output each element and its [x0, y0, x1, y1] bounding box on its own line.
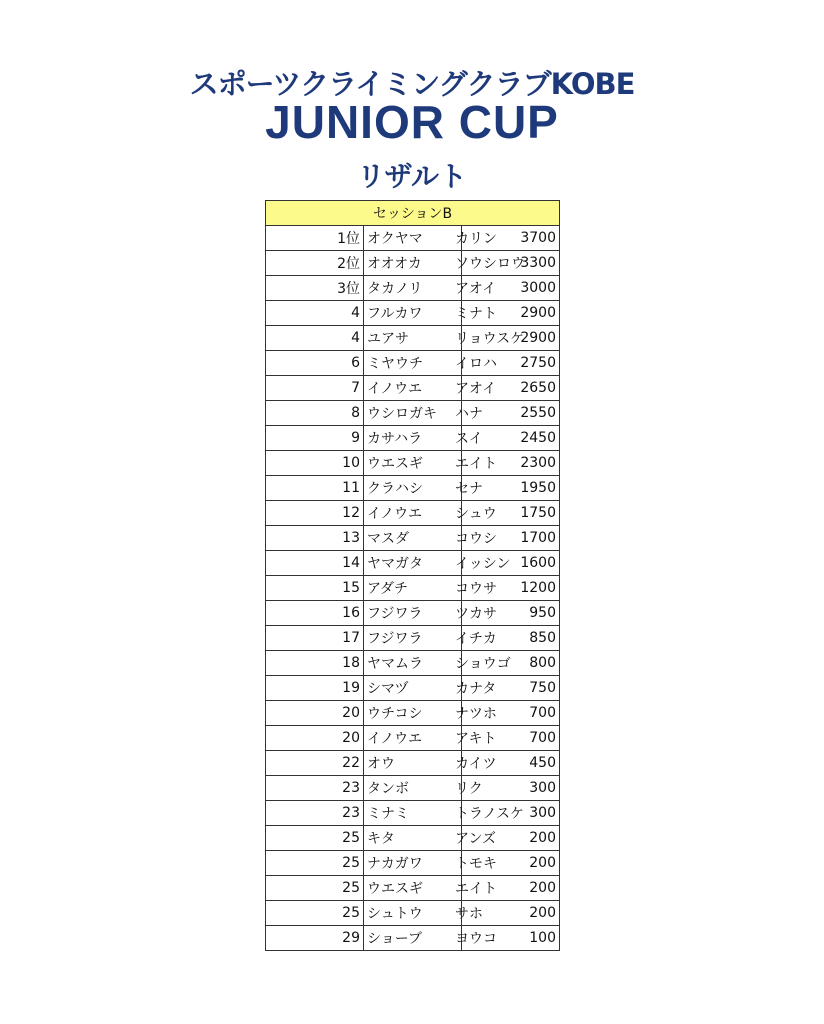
session-header-row — [266, 201, 560, 226]
name-cell — [364, 301, 497, 326]
rank-cell: 15 — [266, 576, 364, 601]
table-row — [266, 401, 560, 426]
table-row — [266, 451, 560, 476]
name-cell — [364, 226, 497, 251]
rank-cell: 4 — [266, 301, 364, 326]
name-cell — [364, 751, 497, 776]
name-cell — [364, 851, 497, 876]
score-cell: 2550 — [462, 401, 560, 426]
last-name: フジワラ — [367, 606, 423, 622]
name-cell — [364, 726, 497, 751]
first-name: イッシン — [455, 556, 511, 572]
name-cell — [364, 901, 483, 926]
first-name: イチカ — [455, 631, 497, 647]
rank-cell: 1位 — [266, 226, 364, 251]
name-cell — [364, 526, 497, 551]
first-name: シュウ — [455, 506, 497, 522]
name-cell — [364, 401, 483, 426]
score-cell: 2450 — [462, 426, 560, 451]
rank-cell: 14 — [266, 551, 364, 576]
table-row — [266, 476, 560, 501]
table-row — [266, 676, 560, 701]
rank-cell: 19 — [266, 676, 364, 701]
first-name: カイツ — [455, 756, 497, 772]
first-name: ショウゴ — [455, 656, 511, 672]
first-name: ナツホ — [455, 706, 497, 722]
rank-cell: 8 — [266, 401, 364, 426]
score-cell: 950 — [462, 601, 560, 626]
last-name: イノウエ — [367, 731, 423, 747]
score-cell: 800 — [462, 651, 560, 676]
score-cell: 2900 — [462, 301, 560, 326]
first-name: アオイ — [455, 381, 497, 397]
last-name: イノウエ — [367, 506, 423, 522]
rank-cell: 10 — [266, 451, 364, 476]
table-row — [266, 776, 560, 801]
last-name: ウシロガキ — [367, 406, 437, 422]
name-cell — [364, 876, 497, 901]
score-cell: 750 — [462, 676, 560, 701]
rank-cell: 9 — [266, 426, 364, 451]
name-cell — [364, 601, 497, 626]
table-row — [266, 701, 560, 726]
name-cell — [364, 576, 497, 601]
last-name: タカノリ — [367, 281, 423, 297]
score-cell: 700 — [462, 726, 560, 751]
rank-cell: 29 — [266, 926, 364, 951]
rank-cell: 6 — [266, 351, 364, 376]
rank-cell: 13 — [266, 526, 364, 551]
first-name: トラノスケ — [455, 806, 525, 822]
last-name: オウ — [367, 756, 395, 772]
table-row — [266, 226, 560, 251]
score-cell: 3000 — [462, 276, 560, 301]
name-cell — [364, 451, 497, 476]
table-row — [266, 576, 560, 601]
score-cell: 3700 — [462, 226, 560, 251]
table-row — [266, 326, 560, 351]
last-name: ショーブ — [367, 931, 423, 947]
score-cell: 300 — [462, 801, 560, 826]
table-row — [266, 726, 560, 751]
first-name: リク — [455, 781, 483, 797]
score-cell: 300 — [462, 776, 560, 801]
table-row — [266, 751, 560, 776]
first-name: カリン — [455, 231, 497, 247]
table-row — [266, 526, 560, 551]
rank-cell: 12 — [266, 501, 364, 526]
name-cell — [364, 676, 497, 701]
score-cell: 200 — [462, 876, 560, 901]
table-row — [266, 301, 560, 326]
last-name: ヤマムラ — [367, 656, 423, 672]
cup-title: JUNIOR CUP — [265, 96, 559, 148]
name-cell — [364, 376, 497, 401]
rank-cell: 20 — [266, 726, 364, 751]
last-name: タンボ — [367, 781, 409, 797]
last-name: シュトウ — [367, 906, 423, 922]
table-row — [266, 876, 560, 901]
name-cell — [364, 801, 525, 826]
name-cell — [364, 651, 511, 676]
last-name: アダチ — [367, 581, 409, 597]
rank-cell: 23 — [266, 801, 364, 826]
rank-cell: 25 — [266, 901, 364, 926]
club-title: スポーツクライミングクラブKOBE — [189, 67, 635, 101]
name-cell — [364, 626, 497, 651]
score-cell: 1600 — [462, 551, 560, 576]
score-cell: 200 — [462, 901, 560, 926]
score-cell: 450 — [462, 751, 560, 776]
last-name: ウエスギ — [367, 456, 423, 472]
score-cell: 1700 — [462, 526, 560, 551]
name-cell — [364, 276, 497, 301]
table-row — [266, 651, 560, 676]
rank-cell: 23 — [266, 776, 364, 801]
last-name: マスダ — [367, 531, 409, 547]
last-name: ウチコシ — [367, 706, 423, 722]
name-cell — [364, 926, 497, 951]
last-name: ユアサ — [367, 331, 409, 347]
table-row — [266, 426, 560, 451]
first-name: サホ — [455, 906, 483, 922]
rank-cell: 25 — [266, 851, 364, 876]
rank-cell: 25 — [266, 876, 364, 901]
score-cell: 2750 — [462, 351, 560, 376]
first-name: カナタ — [455, 681, 497, 697]
rank-cell: 4 — [266, 326, 364, 351]
rank-cell: 17 — [266, 626, 364, 651]
score-cell: 3300 — [462, 251, 560, 276]
last-name: ナカガワ — [367, 856, 423, 872]
name-cell — [364, 251, 525, 276]
last-name: オオオカ — [367, 256, 422, 272]
first-name: リョウスケ — [455, 331, 525, 347]
table-row — [266, 826, 560, 851]
rank-cell: 11 — [266, 476, 364, 501]
score-cell: 200 — [462, 826, 560, 851]
first-name: アオイ — [455, 281, 497, 297]
results-table — [265, 200, 560, 951]
name-cell — [364, 501, 497, 526]
score-cell: 1950 — [462, 476, 560, 501]
table-row — [266, 501, 560, 526]
table-row — [266, 801, 560, 826]
rank-cell: 22 — [266, 751, 364, 776]
table-row — [266, 851, 560, 876]
first-name: ソウシロウ — [455, 256, 525, 272]
first-name: コウシ — [455, 531, 497, 547]
first-name: アキト — [455, 731, 497, 747]
name-cell — [364, 476, 483, 501]
first-name: ハナ — [455, 406, 483, 422]
last-name: フジワラ — [367, 631, 423, 647]
first-name: ツカサ — [455, 606, 497, 622]
score-cell: 1750 — [462, 501, 560, 526]
first-name: エイト — [455, 881, 497, 897]
first-name: エイト — [455, 456, 497, 472]
rank-cell: 20 — [266, 701, 364, 726]
name-cell — [364, 701, 497, 726]
name-cell — [364, 426, 483, 451]
score-cell: 1200 — [462, 576, 560, 601]
table-row — [266, 901, 560, 926]
table-row — [266, 551, 560, 576]
score-cell: 200 — [462, 851, 560, 876]
first-name: アンズ — [455, 831, 497, 847]
rank-cell: 25 — [266, 826, 364, 851]
table-row — [266, 276, 560, 301]
table-row — [266, 351, 560, 376]
rank-cell: 7 — [266, 376, 364, 401]
last-name: クラハシ — [367, 481, 423, 497]
first-name: ヨウコ — [455, 931, 497, 947]
last-name: ヤマガタ — [367, 556, 423, 572]
score-cell: 100 — [462, 926, 560, 951]
last-name: ミナミ — [367, 806, 409, 822]
last-name: オクヤマ — [367, 231, 423, 247]
first-name: イロハ — [455, 356, 497, 372]
first-name: トモキ — [455, 856, 497, 872]
first-name: スイ — [455, 431, 483, 447]
rank-cell: 18 — [266, 651, 364, 676]
name-cell — [364, 776, 483, 801]
last-name: シマヅ — [367, 681, 409, 697]
table-row — [266, 926, 560, 951]
score-cell: 2900 — [462, 326, 560, 351]
table-row — [266, 626, 560, 651]
score-cell: 2300 — [462, 451, 560, 476]
last-name: イノウエ — [367, 381, 423, 397]
rank-cell: 2位 — [266, 251, 364, 276]
score-cell: 850 — [462, 626, 560, 651]
last-name: カサハラ — [367, 431, 423, 447]
table-row — [266, 601, 560, 626]
rank-cell: 16 — [266, 601, 364, 626]
name-cell — [364, 326, 525, 351]
name-cell — [364, 551, 511, 576]
table-row — [266, 251, 560, 276]
last-name: キタ — [367, 831, 395, 847]
name-cell — [364, 351, 497, 376]
score-cell: 2650 — [462, 376, 560, 401]
last-name: ウエスギ — [367, 881, 423, 897]
first-name: ミナト — [455, 306, 497, 322]
rank-cell: 3位 — [266, 276, 364, 301]
results-body — [266, 226, 560, 951]
last-name: ミヤウチ — [367, 356, 423, 372]
result-title: リザルト — [356, 160, 468, 193]
first-name: コウサ — [455, 581, 497, 597]
session-header: セッションB — [266, 201, 560, 226]
last-name: フルカワ — [367, 306, 423, 322]
score-cell: 700 — [462, 701, 560, 726]
name-cell — [364, 826, 497, 851]
first-name: セナ — [455, 481, 483, 497]
table-row — [266, 376, 560, 401]
